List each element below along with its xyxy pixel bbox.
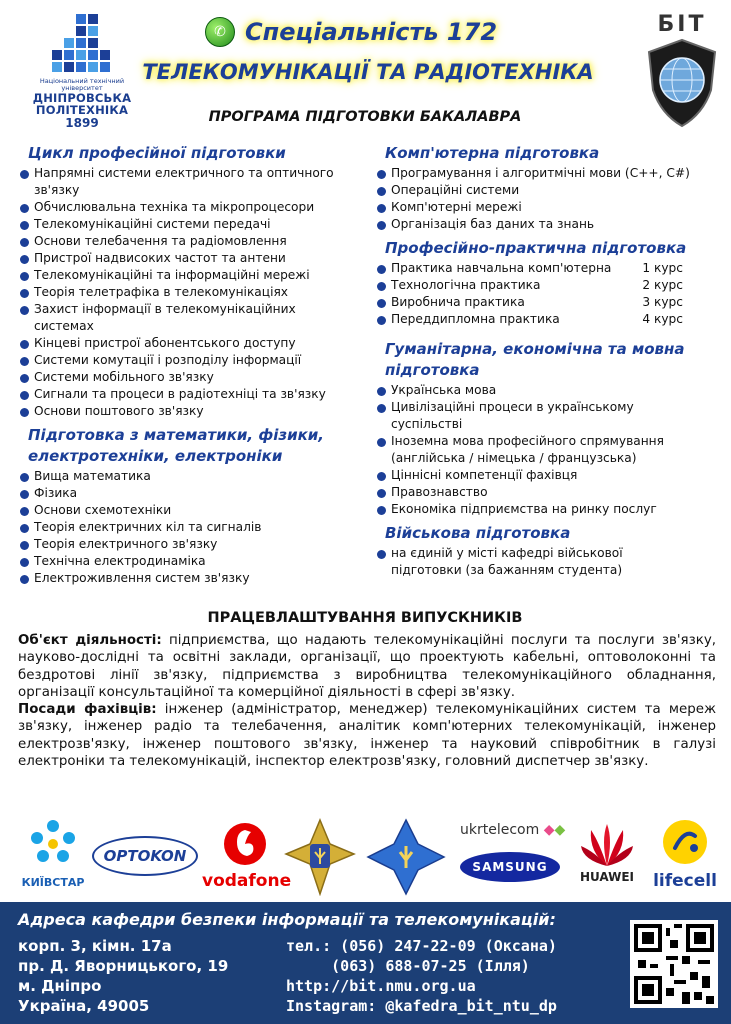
list-item: Економіка підприємства на ринку послуг [375,501,725,518]
list-item: Обчислювальна техніка та мікропроцесори [18,199,373,216]
left-column [18,144,373,587]
right-column [375,144,725,579]
huawei-text: HUAWEI [579,870,635,884]
list-item: Теорія електричного зв'язку [18,536,373,553]
samsung-logo [460,852,560,882]
list-item: Напрямні системи електричного та оптичного [18,165,373,182]
object-paragraph [18,632,716,701]
lifecell-icon [661,818,709,866]
list-item: Програмування і алгоритмічні мови (С++, С#) [375,165,725,182]
address-block [18,936,228,1016]
practice-name: Технологічна практика [391,278,541,292]
positions-text: інженер (адміністратор, менеджер) телекомунікаційних систем та мереж зв'язку, інженер радіо та телебачення, аналітик комп'ютерних телекомунікацій, інженер електрозв'язку, інженер поштового зв'язку, інженер та науковий співробітник в галузі електроніки та телекомунікацій, інспектор електрозв'язку, головний диспетчер зв'язку. [18,702,717,770]
list-item [375,260,725,277]
employment-text [18,632,716,770]
math-list [18,468,373,587]
list-item: Вища математика [18,468,373,485]
list-item: Ціннісні компетенції фахівця [375,467,725,484]
computer-list [375,165,725,233]
kyivstar-text: КИЇВСТАР [21,876,85,889]
bit-logo-text: БІТ [657,12,707,37]
footer-title: Адреса кафедри безпеки інформації та телекомунікацій: [18,910,556,929]
list-item: Правознавство [375,484,725,501]
blue-cross-emblem-icon [366,818,446,896]
list-item: Технічна електродинаміка [18,553,373,570]
list-item-continued: підготовки (за бажанням студента) [391,563,623,577]
address-line: м. Дніпро [18,977,102,995]
optokon-text: OPTOKON [103,847,187,865]
contacts-block [286,936,557,1016]
list-item: Цивілізаційні процеси в українському [375,399,725,416]
list-item: Системи мобільного зв'язку [18,369,373,386]
vodafone-icon [223,822,267,866]
huawei-logo [570,822,644,896]
security-service-logo [366,818,446,896]
university-year: 1899 [65,116,99,130]
list-item-continued: зв'язку [34,183,80,197]
humanitarian-list [375,382,725,518]
samsung-text: SAMSUNG [472,860,548,874]
university-name-2: ПОЛІТЕХНІКА [35,103,129,117]
program-title: ПРОГРАМА ПІДГОТОВКИ БАКАЛАВРА [208,109,522,125]
huawei-petals-icon [579,822,635,866]
bit-logo [643,12,721,132]
address-line: пр. Д. Яворницького, 19 [18,957,229,975]
list-item: Електроживлення систем зв'язку [18,570,373,587]
section-title-military: Військова підготовка [385,524,571,542]
list-item: Фізика [18,485,373,502]
list-item [375,294,725,311]
list-item: Теорія електричних кіл та сигналів [18,519,373,536]
object-label: Об'єкт діяльності: [18,633,162,648]
website-link[interactable]: http://bit.nmu.org.ua [286,977,476,995]
lifecell-logo [648,818,722,896]
section-title-math-2: електротехніки, електроніки [28,447,283,465]
instagram-link[interactable]: Instagram: @kafedra_bit_ntu_dp [286,997,557,1015]
university-name-1: ДНІПРОВСЬКА [32,91,132,105]
gold-cross-emblem-icon [284,818,356,896]
lifecell-text: lifecell [653,871,717,891]
practice-year: 3 курс [642,295,683,309]
positions-label: Посади фахівців: [18,702,157,718]
military-list [375,545,725,579]
address-line: корп. 3, кімн. 17а [18,937,172,955]
speech-bubble-icon: ◆ [554,822,566,838]
list-item: Захист інформації в телекомунікаційних [18,301,373,318]
section-title-humanitarian-1: Гуманітарна, економічна та мовна [385,340,685,358]
object-text: підприємства, що надають телекомунікаційні послуги та послуги зв'язку, науково-дослідні та освітні заклади, організації, що проектують кабельні, оптоволоконні та бездротові лінії зв'язку, підприємства з виробництва телекомунікаційного обладнання, організації консультаційної та комерційної діяльності в сфері зв'язку. [18,633,716,700]
globe-icon: ✆ [205,17,235,47]
list-item: Основи телебачення та радіомовлення [18,233,373,250]
phone-1: тел.: (056) 247-22-09 (Оксана) [286,937,557,955]
list-item: Сигнали та процеси в радіотехніці та зв'язку [18,386,373,403]
practice-year: 1 курс [642,261,683,275]
section-title-math-1: Підготовка з математики, фізики, [28,426,324,444]
section-title-professional: Цикл професійної підготовки [28,144,286,162]
footer [0,902,731,1024]
list-item: Пристрої надвисоких частот та антени [18,250,373,267]
list-item [375,311,725,328]
qr-code-icon [634,924,714,1004]
practice-name: Практика навчальна комп'ютерна [391,261,612,275]
list-item: Системи комутації і розподілу інформації [18,352,373,369]
list-item: Іноземна мова професійного спрямування [375,433,725,450]
kyivstar-logo [14,818,92,896]
list-item: Комп'ютерні мережі [375,199,725,216]
section-title-practice: Професійно-практична підготовка [385,239,687,257]
list-item: Телекомунікаційні системи передачі [18,216,373,233]
ukrtelecom-logo [460,822,570,838]
vodafone-text: vodafone [202,871,292,891]
university-emblem-icon [42,12,122,76]
practice-name: Виробнича практика [391,295,525,309]
positions-paragraph [18,701,716,770]
partner-logos [14,818,720,898]
specialty-title [205,12,497,52]
emergency-service-logo [284,818,356,896]
list-item: Основи поштового зв'язку [18,403,373,420]
professional-list [18,165,373,420]
list-item: Основи схемотехніки [18,502,373,519]
list-item: Українська мова [375,382,725,399]
list-item: на єдиній у місті кафедрі військової [375,545,725,562]
practice-year: 2 курс [642,278,683,292]
list-item: Теорія телетрафіка в телекомунікаціях [18,284,373,301]
phone-2: (063) 688-07-25 (Ілля) [286,957,530,975]
ukrtelecom-samsung-logos [460,822,570,896]
list-item: Організація баз даних та знань [375,216,725,233]
optokon-logo [92,836,198,876]
shield-globe-icon [645,38,719,128]
list-item-continued: (англійська / німецька / французська) [391,451,637,465]
address-line: Україна, 49005 [18,997,150,1015]
qr-code[interactable] [630,920,718,1008]
list-item: Телекомунікаційні та інформаційні мережі [18,267,373,284]
list-item: Кінцеві пристрої абонентського доступу [18,335,373,352]
practice-list [375,260,725,328]
practice-year: 4 курс [642,312,683,326]
vodafone-logo [202,822,292,896]
practice-name: Переддипломна практика [391,312,560,326]
section-title-computer: Комп'ютерна підготовка [385,144,600,162]
university-subtitle: Національний технічний університет [39,77,125,92]
employment-title: ПРАЦЕВЛАШТУВАННЯ ВИПУСКНИКІВ [207,610,523,626]
speech-bubble-icon: ◆ [543,822,555,838]
kyivstar-star-icon [23,818,83,872]
list-item-continued: суспільстві [391,417,463,431]
list-item: Операційні системи [375,182,725,199]
specialty-name: ТЕЛЕКОМУНІКАЦІЇ ТА РАДІОТЕХНІКА [142,60,594,84]
list-item-continued: системах [34,319,94,333]
specialty-number: Спеціальність 172 [245,18,498,46]
ukrtelecom-text: ukrtelecom [460,822,540,838]
section-title-humanitarian-2: підготовка [385,361,480,379]
list-item [375,277,725,294]
